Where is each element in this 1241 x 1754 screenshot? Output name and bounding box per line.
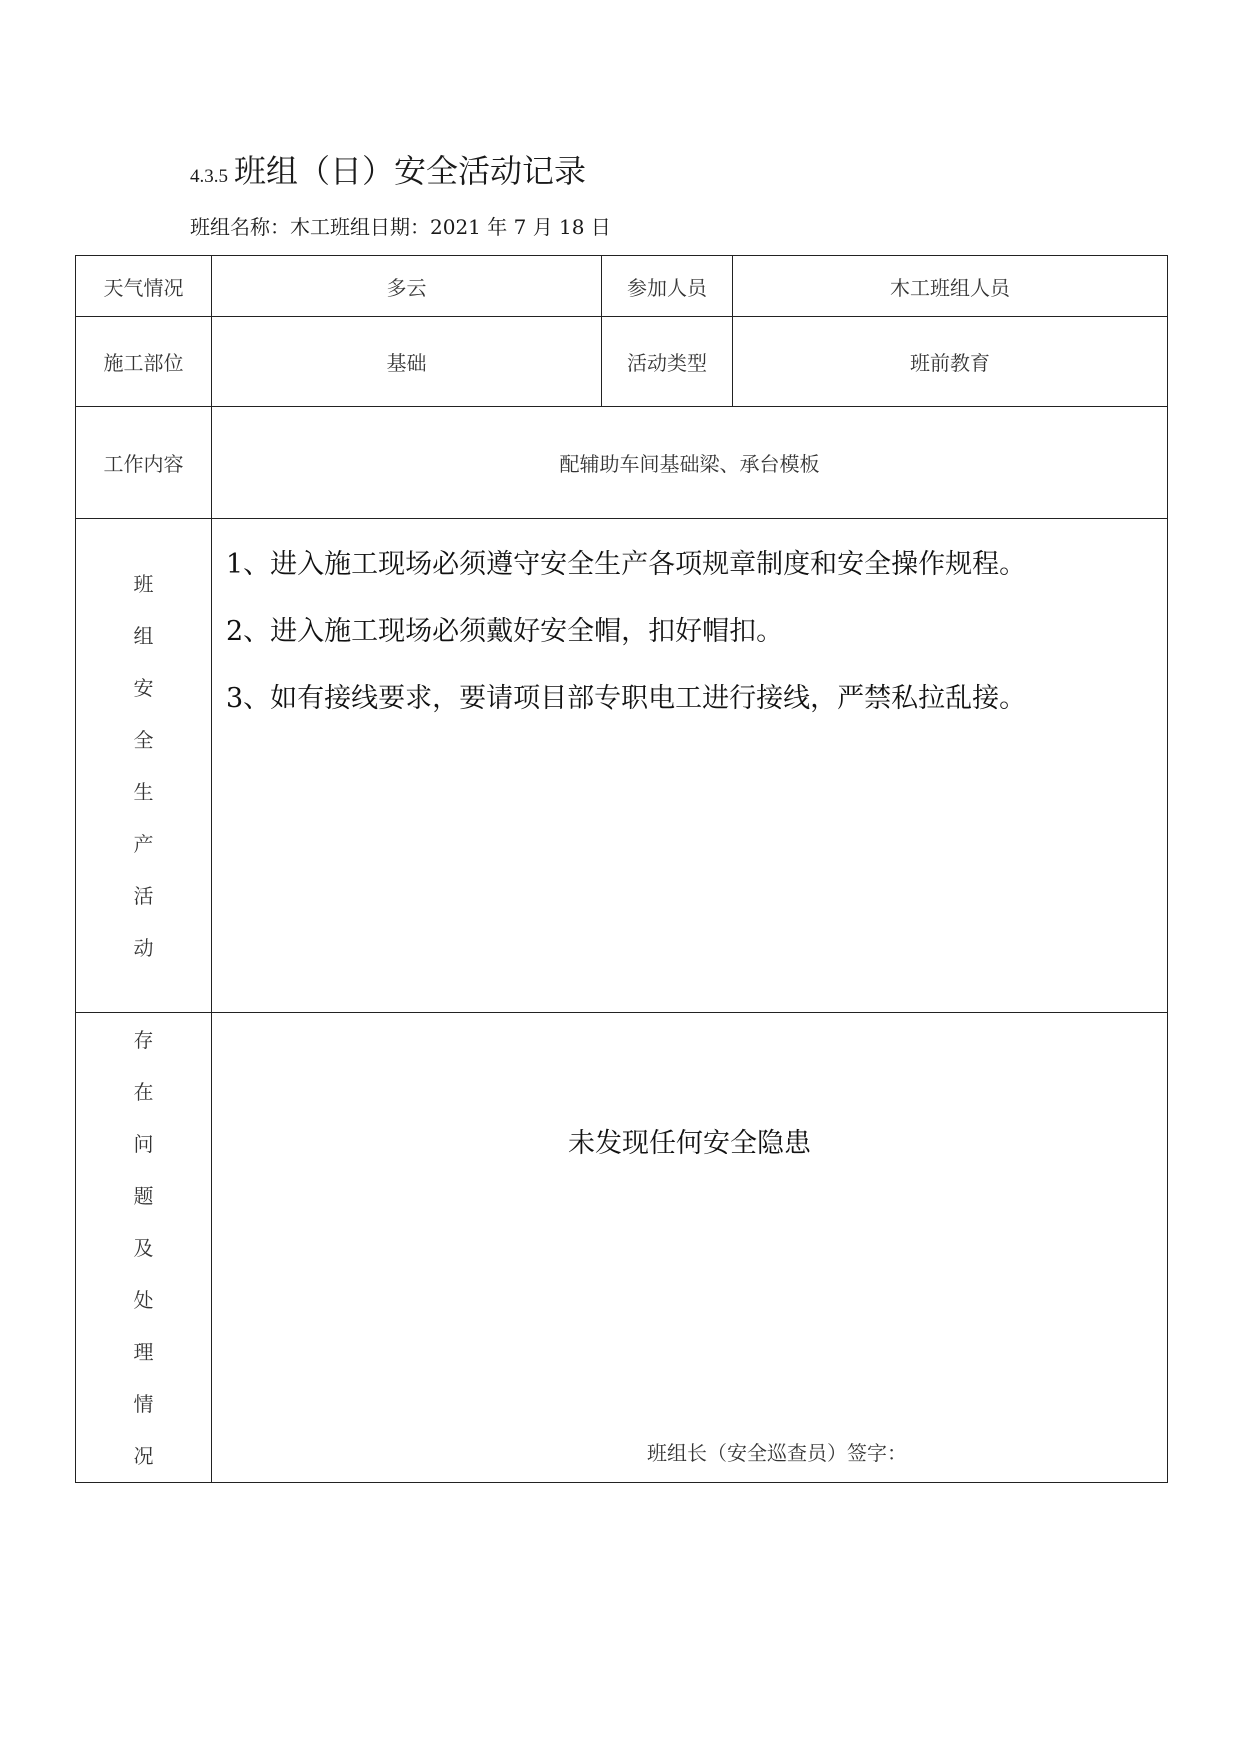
issues-content	[212, 1013, 1168, 1483]
safety-activity-record-table	[75, 255, 1168, 1483]
issues-label-char: 情	[133, 1391, 154, 1416]
team-date-line: 班组名称：木工班组日期：2021 年 7 月 18 日	[190, 215, 611, 239]
safety-activity-label-char: 全	[133, 727, 154, 752]
weather-label: 天气情况	[76, 256, 212, 317]
issues-label-char: 理	[133, 1339, 154, 1364]
table-row	[76, 256, 1168, 317]
safety-item: 1、进入施工现场必须遵守安全生产各项规章制度和安全操作规程。	[226, 549, 1027, 580]
title-text: 班组（日）安全活动记录	[234, 152, 587, 190]
table-row	[76, 519, 1168, 1013]
location-value: 基础	[212, 317, 602, 407]
location-label: 施工部位	[76, 317, 212, 407]
participants-value: 木工班组人员	[733, 256, 1168, 317]
safety-activity-label-char: 生	[133, 779, 154, 804]
section-number: 4.3.5	[190, 166, 228, 187]
safety-activity-label-char: 组	[133, 623, 154, 648]
work-content-label: 工作内容	[76, 407, 212, 519]
safety-activity-label-char: 动	[133, 935, 154, 960]
table-row	[76, 407, 1168, 519]
issues-value: 未发现任何安全隐患	[568, 1128, 811, 1159]
safety-activity-label-char: 班	[133, 571, 154, 596]
safety-activity-label-char: 产	[133, 831, 154, 856]
issues-label-char: 问	[133, 1131, 154, 1156]
safety-activity-label	[76, 519, 212, 1013]
document-title	[190, 146, 586, 190]
participants-label: 参加人员	[602, 256, 733, 317]
safety-activity-label-char: 安	[133, 675, 154, 700]
signature-label: 班组长（安全巡查员）签字：	[647, 1441, 907, 1465]
activity-type-value: 班前教育	[733, 317, 1168, 407]
issues-label-char: 存	[133, 1027, 154, 1052]
issues-label-char: 题	[133, 1183, 154, 1208]
table-row	[76, 1013, 1168, 1483]
safety-activity-label-char: 活	[133, 883, 154, 908]
issues-label-char: 处	[133, 1287, 154, 1312]
safety-item: 3、如有接线要求，要请项目部专职电工进行接线，严禁私拉乱接。	[226, 683, 1027, 714]
issues-label-char: 况	[133, 1443, 154, 1468]
safety-item: 2、进入施工现场必须戴好安全帽，扣好帽扣。	[226, 616, 784, 647]
safety-activity-content	[212, 519, 1168, 1013]
issues-label-char: 及	[133, 1235, 154, 1260]
weather-value: 多云	[212, 256, 602, 317]
work-content-value: 配辅助车间基础梁、承台模板	[212, 407, 1168, 519]
issues-label-char: 在	[133, 1079, 154, 1104]
table-row	[76, 317, 1168, 407]
activity-type-label: 活动类型	[602, 317, 733, 407]
issues-label	[76, 1013, 212, 1483]
